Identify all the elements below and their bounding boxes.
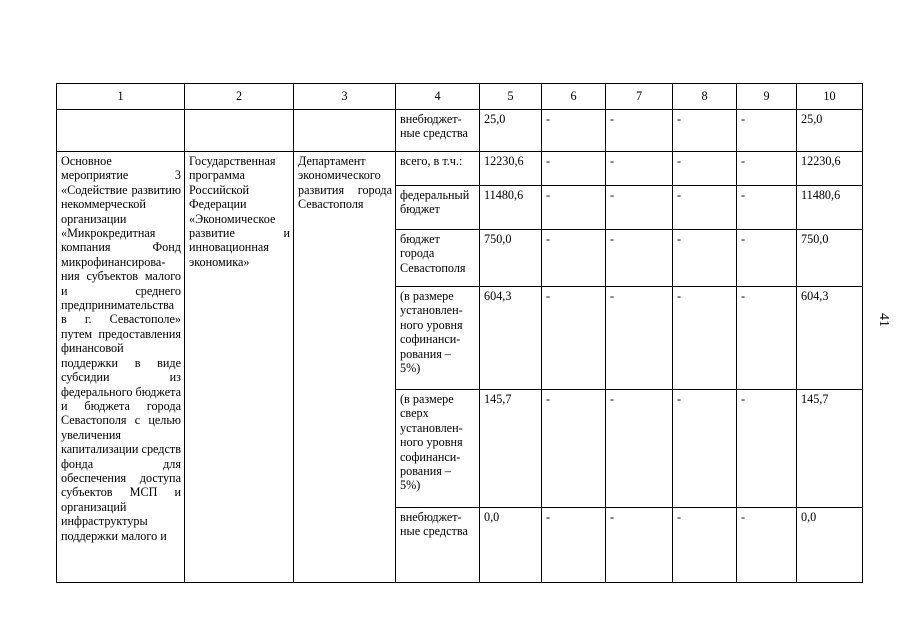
column-number-header: 10 <box>797 84 863 110</box>
value-cell: - <box>673 186 737 230</box>
value-cell: 25,0 <box>480 110 542 152</box>
value-cell: - <box>606 152 673 186</box>
value-cell: - <box>737 390 797 508</box>
value-cell: - <box>542 287 606 390</box>
value-cell: 12230,6 <box>797 152 863 186</box>
value-cell: - <box>606 110 673 152</box>
funding-source-cell: внебюджет- ные средства <box>396 508 480 583</box>
value-cell: - <box>673 508 737 583</box>
funding-source-cell: федеральный бюджет <box>396 186 480 230</box>
table-row <box>57 110 863 152</box>
table-row <box>57 152 863 186</box>
value-cell: 0,0 <box>797 508 863 583</box>
funding-source-cell: (в размере сверх установлен- ного уровня софинанси- рования – 5%) <box>396 390 480 508</box>
value-cell: - <box>673 390 737 508</box>
column-number-header: 2 <box>185 84 294 110</box>
empty-cell <box>294 110 396 152</box>
column-number-header: 9 <box>737 84 797 110</box>
column-number-header: 8 <box>673 84 737 110</box>
value-cell: - <box>606 186 673 230</box>
program-cell: Государственная программа Российской Федерации «Экономическое развитие и инновационная экономика» <box>185 152 294 583</box>
value-cell: - <box>542 152 606 186</box>
value-cell: - <box>737 152 797 186</box>
value-cell: - <box>673 110 737 152</box>
column-number-header: 4 <box>396 84 480 110</box>
funding-source-cell: внебюджет- ные средства <box>396 110 480 152</box>
value-cell: - <box>737 186 797 230</box>
value-cell: 145,7 <box>480 390 542 508</box>
budget-table <box>56 83 863 583</box>
value-cell: - <box>737 508 797 583</box>
executor-cell: Департамент экономического развития города Севастополя <box>294 152 396 583</box>
value-cell: 25,0 <box>797 110 863 152</box>
column-number-header: 3 <box>294 84 396 110</box>
event-description-cell: Основное мероприятие 3 «Содействие развитию некоммерческой организации «Микрокредитная компания Фонд микрофинансирова-ния субъектов малого и среднего предпринимательства в г. Севастополе» путем предоставления финансовой поддержки в виде субсидии из федерального бюджета и бюджета города Севастополя с целью увеличения капитализации средств фонда для обеспечения доступа субъектов МСП и организаций инфраструктуры поддержки малого и <box>57 152 185 583</box>
value-cell: 604,3 <box>797 287 863 390</box>
value-cell: 11480,6 <box>797 186 863 230</box>
value-cell: - <box>542 508 606 583</box>
value-cell: 145,7 <box>797 390 863 508</box>
column-number-header: 7 <box>606 84 673 110</box>
value-cell: 11480,6 <box>480 186 542 230</box>
value-cell: - <box>737 110 797 152</box>
value-cell: - <box>606 230 673 287</box>
empty-cell <box>185 110 294 152</box>
page-number: 41 <box>876 313 891 327</box>
value-cell: - <box>673 152 737 186</box>
value-cell: - <box>542 230 606 287</box>
value-cell: - <box>737 230 797 287</box>
value-cell: - <box>737 287 797 390</box>
value-cell: 12230,6 <box>480 152 542 186</box>
column-number-header: 1 <box>57 84 185 110</box>
value-cell: - <box>606 390 673 508</box>
value-cell: - <box>606 508 673 583</box>
value-cell: 750,0 <box>480 230 542 287</box>
funding-source-cell: всего, в т.ч.: <box>396 152 480 186</box>
value-cell: 0,0 <box>480 508 542 583</box>
value-cell: - <box>542 390 606 508</box>
column-number-header: 6 <box>542 84 606 110</box>
value-cell: - <box>542 186 606 230</box>
column-number-header: 5 <box>480 84 542 110</box>
empty-cell <box>57 110 185 152</box>
value-cell: 750,0 <box>797 230 863 287</box>
value-cell: - <box>673 287 737 390</box>
funding-source-cell: бюджет города Севастополя <box>396 230 480 287</box>
value-cell: 604,3 <box>480 287 542 390</box>
column-number-row <box>57 84 863 110</box>
value-cell: - <box>673 230 737 287</box>
funding-source-cell: (в размере установлен- ного уровня софинанси- рования – 5%) <box>396 287 480 390</box>
value-cell: - <box>542 110 606 152</box>
value-cell: - <box>606 287 673 390</box>
